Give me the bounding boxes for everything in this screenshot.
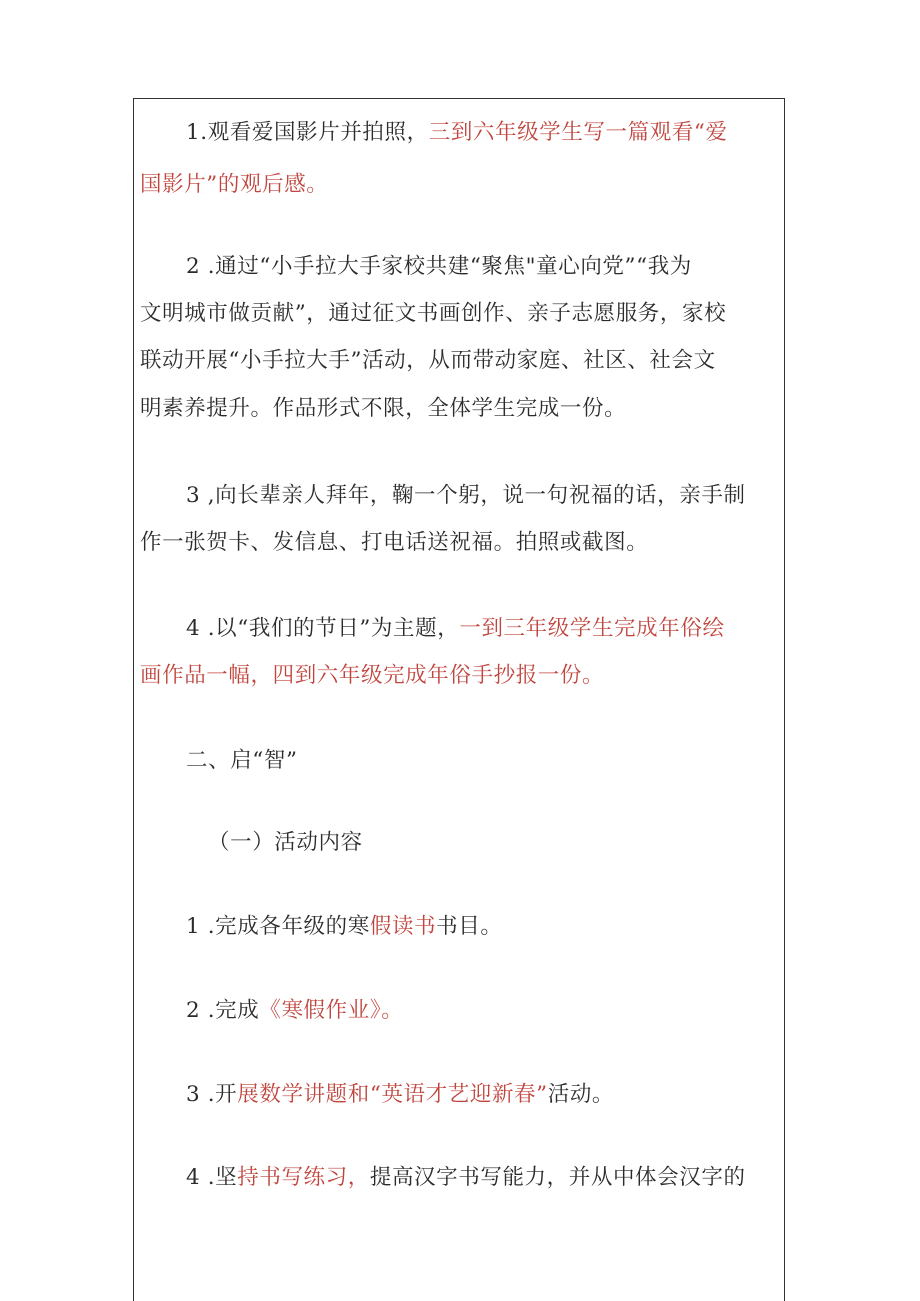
subsection-heading: （一）活动内容: [208, 830, 363, 855]
item-1-text-c: 书目。: [436, 914, 503, 939]
item-1-text-a: 1 .完成各年级的寒: [186, 914, 370, 939]
item-4-text-c: 提高汉字书写能力，并从中体会汉字的: [369, 1165, 746, 1190]
item-2-text-a: 2 .完成: [186, 998, 260, 1023]
para-1-text-black: 1.观看爱国影片并拍照，: [186, 120, 429, 145]
item-4: [140, 1163, 785, 1193]
item-1-text-red: 假读书: [369, 914, 437, 939]
para-1-line-2: 国影片”的观后感。: [140, 172, 329, 197]
item-3-text-a: 3 .开: [186, 1082, 238, 1107]
para-3-line-2: 作一张贺卡、发信息、打电话送祝福。拍照或截图。: [140, 530, 649, 555]
para-1-line-1: [140, 118, 785, 148]
item-2: [140, 996, 785, 1026]
para-2-line-3: 联动开展“小手拉大手”活动，从而带动家庭、社区、社会文: [140, 348, 716, 373]
item-1: [140, 912, 785, 942]
item-3: [140, 1080, 785, 1110]
para-3-line-1: 3 ,向长辈亲人拜年，鞠一个躬，说一句祝福的话，亲手制: [186, 483, 746, 508]
item-3-text-c: 活动。: [547, 1082, 615, 1107]
para-4-line-1: [140, 614, 785, 644]
item-3-text-red: 展数学讲题和“英语才艺迎新春”: [237, 1082, 548, 1107]
para-2-line-2: 文明城市做贡献”，通过征文书画创作、亲子志愿服务，家校: [140, 301, 727, 326]
para-2-line-1: 2 .通过“小手拉大手家校共建“聚焦"童心向党”“我为: [186, 254, 692, 279]
para-1-text-red: 三到六年级学生写一篇观看“爱: [428, 120, 728, 145]
para-4-text-black: 4 .以“我们的节日”为主题，: [186, 616, 460, 641]
para-2-line-4: 明素养提升。作品形式不限，全体学生完成一份。: [140, 396, 627, 421]
item-4-text-a: 4 .坚: [186, 1165, 238, 1190]
item-2-text-red: 《寒假作业》。: [259, 998, 404, 1023]
section-2-heading: 二、启“智”: [186, 748, 298, 773]
para-4-text-red: 一到三年级学生完成年俗绘: [459, 616, 725, 641]
item-4-text-red: 持书写练习，: [237, 1165, 370, 1190]
para-4-line-2: 画作品一幅，四到六年级完成年俗手抄报一份。: [140, 663, 605, 688]
